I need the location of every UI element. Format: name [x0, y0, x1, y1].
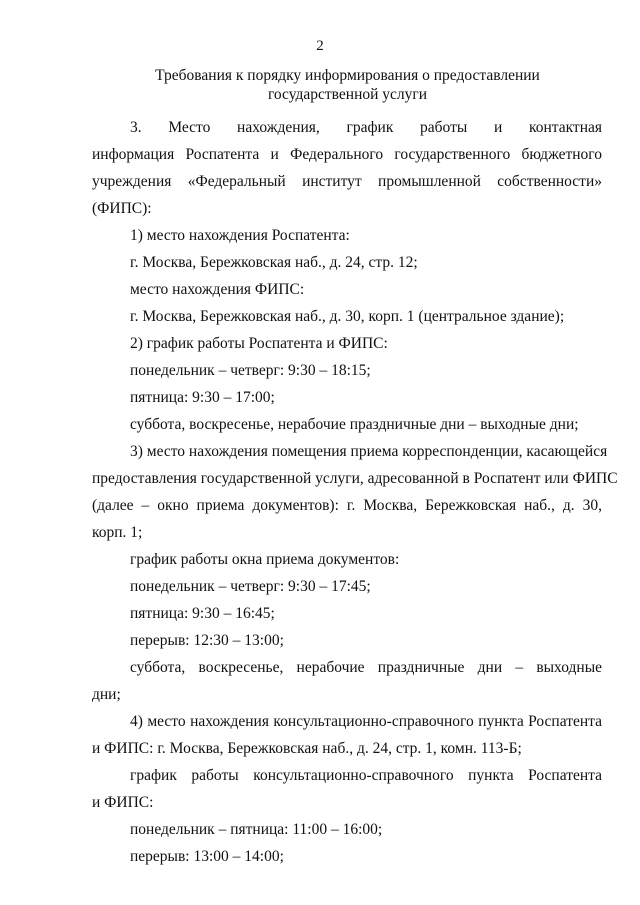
paragraph-line: 1) место нахождения Роспатента: [130, 227, 350, 244]
paragraph-line: и ФИПС: [92, 794, 154, 811]
paragraph-line: понедельник – четверг: 9:30 – 17:45; [130, 578, 371, 595]
paragraph-line: учреждения «Федеральный институт промышленной собственности» [92, 173, 602, 190]
paragraph-line: дни; [92, 686, 121, 703]
paragraph-line: предоставления государственной услуги, адресованной в Роспатент или ФИПС [92, 470, 618, 487]
paragraph-line: 3) место нахождения помещения приема корреспонденции, касающейся [130, 443, 608, 460]
title-line-2: государственной услуги [267, 86, 428, 103]
paragraph-line: 3. Место нахождения, график работы и контактная [130, 119, 602, 136]
paragraph-line: 4) место нахождения консультационно-справочного пункта Роспатента [130, 713, 602, 730]
paragraph-line: понедельник – четверг: 9:30 – 18:15; [130, 362, 371, 379]
paragraph-line: и ФИПС: г. Москва, Бережковская наб., д. 24, стр. 1, комн. 113-Б; [92, 740, 522, 757]
paragraph-line: суббота, воскресенье, нерабочие праздничные дни – выходные [130, 659, 602, 676]
paragraph-line: график работы окна приема документов: [130, 551, 400, 568]
paragraph-line: корп. 1; [92, 524, 143, 541]
page-number: 2 [316, 38, 324, 54]
title-line-1: Требования к порядку информирования о предоставлении [155, 67, 540, 84]
paragraph-line: понедельник – пятница: 11:00 – 16:00; [130, 821, 383, 838]
paragraph-line: пятница: 9:30 – 17:00; [130, 389, 275, 406]
paragraph-line: перерыв: 13:00 – 14:00; [130, 848, 284, 865]
paragraph-line: информация Роспатента и Федерального государственного бюджетного [92, 146, 602, 163]
paragraph-line: 2) график работы Роспатента и ФИПС: [130, 335, 388, 352]
paragraph-line: г. Москва, Бережковская наб., д. 24, стр. 12; [130, 254, 418, 271]
paragraph-line: место нахождения ФИПС: [130, 281, 305, 298]
paragraph-line: график работы консультационно-справочного пункта Роспатента [130, 767, 602, 784]
paragraph-line: г. Москва, Бережковская наб., д. 30, корп. 1 (центральное здание); [130, 308, 565, 325]
paragraph-line: суббота, воскресенье, нерабочие праздничные дни – выходные дни; [130, 416, 579, 433]
document-title [150, 66, 545, 104]
paragraph-line: перерыв: 12:30 – 13:00; [130, 632, 284, 649]
paragraph-line: (ФИПС): [92, 200, 152, 217]
paragraph-line: (далее – окно приема документов): г. Москва, Бережковская наб., д. 30, [92, 497, 602, 514]
paragraph-line: пятница: 9:30 – 16:45; [130, 605, 275, 622]
